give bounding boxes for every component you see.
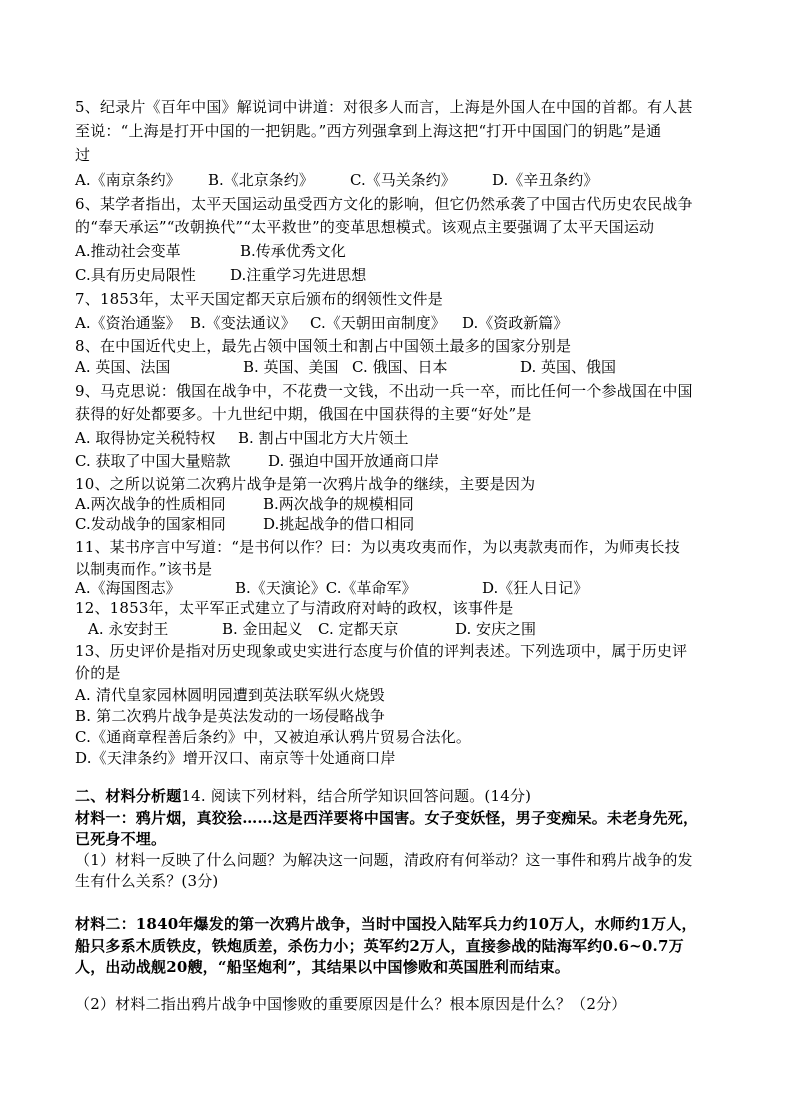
q5-option-b: B.《北京条约》	[208, 171, 314, 189]
q13-line2: 价的是	[75, 664, 121, 682]
q9-option-a: A. 取得协定关税特权	[75, 429, 216, 447]
q9-option-c: C. 获取了中国大量赔款	[75, 452, 231, 470]
q11-option-a: A.《海国图志》	[75, 579, 181, 597]
material2-line2: 船只多系木质铁皮，铁炮质差，杀伤力小；英军约2万人，直接参战的陆海军约0.6~0.7万	[75, 937, 684, 955]
q5-option-d: D.《辛丑条约》	[492, 171, 599, 189]
q10-option-b: B.两次战争的规模相同	[263, 495, 414, 513]
q14-instruction: 14. 阅读下列材料，结合所学知识回答问题。(14分)	[181, 787, 532, 805]
q12-option-c: C. 定都天京	[318, 620, 399, 638]
q12-option-d: D. 安庆之围	[455, 620, 537, 638]
q8-option-b: B. 英国、美国	[243, 358, 339, 376]
q8-option-a: A. 英国、法国	[75, 358, 171, 376]
q7-option-b: B.《变法通议》	[190, 314, 296, 332]
q7-option-d: D.《资政新篇》	[462, 314, 569, 332]
q9-option-b: B. 割占中国北方大片领土	[238, 429, 409, 447]
q6-option-a: A.推动社会变革	[75, 242, 181, 260]
q6-line2: 的“奉天承运”“改朝换代”“太平救世”的变革思想模式。该观点主要强调了太平天国运动	[75, 218, 655, 236]
q6-option-b: B.传承优秀文化	[240, 242, 346, 260]
q7-option-c: C.《天朝田亩制度》	[310, 314, 446, 332]
q10-option-d: D.挑起战争的借口相同	[263, 515, 415, 533]
q13-option-a: A. 清代皇家园林圆明园遭到英法联军纵火烧毁	[75, 686, 385, 704]
material1-line1: 材料一：鸦片烟，真狡狯……这是西洋要将中国害。女子变妖怪，男子变痴呆。未老身先死，	[75, 809, 699, 827]
q5-option-a: A.《南京条约》	[75, 171, 181, 189]
q6-option-d: D.注重学习先进思想	[230, 266, 367, 284]
q11-option-d: D.《狂人日记》	[482, 579, 589, 597]
q8-option-d: D. 英国、俄国	[520, 358, 617, 376]
q7-option-a: A.《资治通鉴》	[75, 314, 181, 332]
q13-option-b: B. 第二次鸦片战争是英法发动的一场侵略战争	[75, 707, 385, 725]
q9-line2: 获得的好处都要多。十九世纪中期，俄国在中国获得的主要“好处”是	[75, 405, 532, 423]
q6-option-c: C.具有历史局限性	[75, 266, 196, 284]
q8-line1: 8、在中国近代史上，最先占领中国领土和割占中国领土最多的国家分别是	[75, 337, 572, 355]
q10-line1: 10、之所以说第二次鸦片战争是第一次鸦片战争的继续，主要是因为	[75, 475, 536, 493]
q9-line1: 9、马克思说：俄国在战争中，不花费一文钱，不出动一兵一卒，而比任何一个参战国在中国	[75, 382, 693, 400]
q12-option-b: B. 金田起义	[222, 620, 303, 638]
q14-2-line1: （2）材料二指出鸦片战争中国惨败的重要原因是什么？根本原因是什么？（2分）	[75, 995, 627, 1013]
q11-line1: 11、某书序言中写道：“是书何以作？曰：为以夷攻夷而作，为以夷款夷而作，为师夷长技	[75, 538, 680, 556]
q12-line1: 12、1853年，太平军正式建立了与清政府对峙的政权，该事件是	[75, 599, 514, 617]
q14-1-line2: 生有什么关系？(3分)	[75, 872, 219, 890]
q11-line2: 以制夷而作。”该书是	[75, 560, 213, 578]
material2-line3: 人，出动战舰20艘，“船坚炮利”，其结果以中国惨败和英国胜利而结束。	[75, 958, 570, 976]
q8-option-c: C. 俄国、日本	[352, 358, 448, 376]
q5-option-c: C.《马关条约》	[350, 171, 456, 189]
q6-line1: 6、某学者指出，太平天国运动虽受西方文化的影响，但它仍然承袭了中国古代历史农民战争	[75, 195, 693, 213]
q10-option-a: A.两次战争的性质相同	[75, 495, 226, 513]
q10-option-c: C.发动战争的国家相同	[75, 515, 226, 533]
q13-option-c: C.《通商章程善后条约》中，又被迫承认鸦片贸易合法化。	[75, 728, 472, 746]
q13-line1: 13、历史评价是指对历史现象或史实进行态度与价值的评判表述。下列选项中，属于历史评	[75, 642, 688, 660]
section2-heading: 二、材料分析题	[75, 787, 182, 805]
material2-line1: 材料二：1840年爆发的第一次鸦片战争，当时中国投入陆军兵力约10万人，水师约1万人，	[75, 915, 697, 933]
q7-line1: 7、1853年，太平天国定都天京后颁布的纲领性文件是	[75, 290, 443, 308]
q5-line1: 5、纪录片《百年中国》解说词中讲道：对很多人而言，上海是外国人在中国的首都。有人甚	[75, 98, 693, 116]
q9-option-d: D. 强迫中国开放通商口岸	[268, 452, 440, 470]
q14-1-line1: （1）材料一反映了什么问题？为解决这一问题，清政府有何举动？这一事件和鸦片战争的发	[75, 851, 693, 869]
q12-option-a: A. 永安封王	[88, 620, 169, 638]
q5-line3: 过	[75, 146, 91, 164]
q5-line2: 至说：“上海是打开中国的一把钥匙。”西方列强拿到上海这把“打开中国国门的钥匙”是通	[75, 122, 662, 140]
q13-option-d: D.《天津条约》增开汉口、南京等十处通商口岸	[75, 749, 396, 767]
q11-option-bc: B.《天演论》C.《革命军》	[235, 579, 417, 597]
material1-line2: 已死身不埋。	[75, 830, 167, 848]
section2-heading-line	[75, 786, 531, 807]
